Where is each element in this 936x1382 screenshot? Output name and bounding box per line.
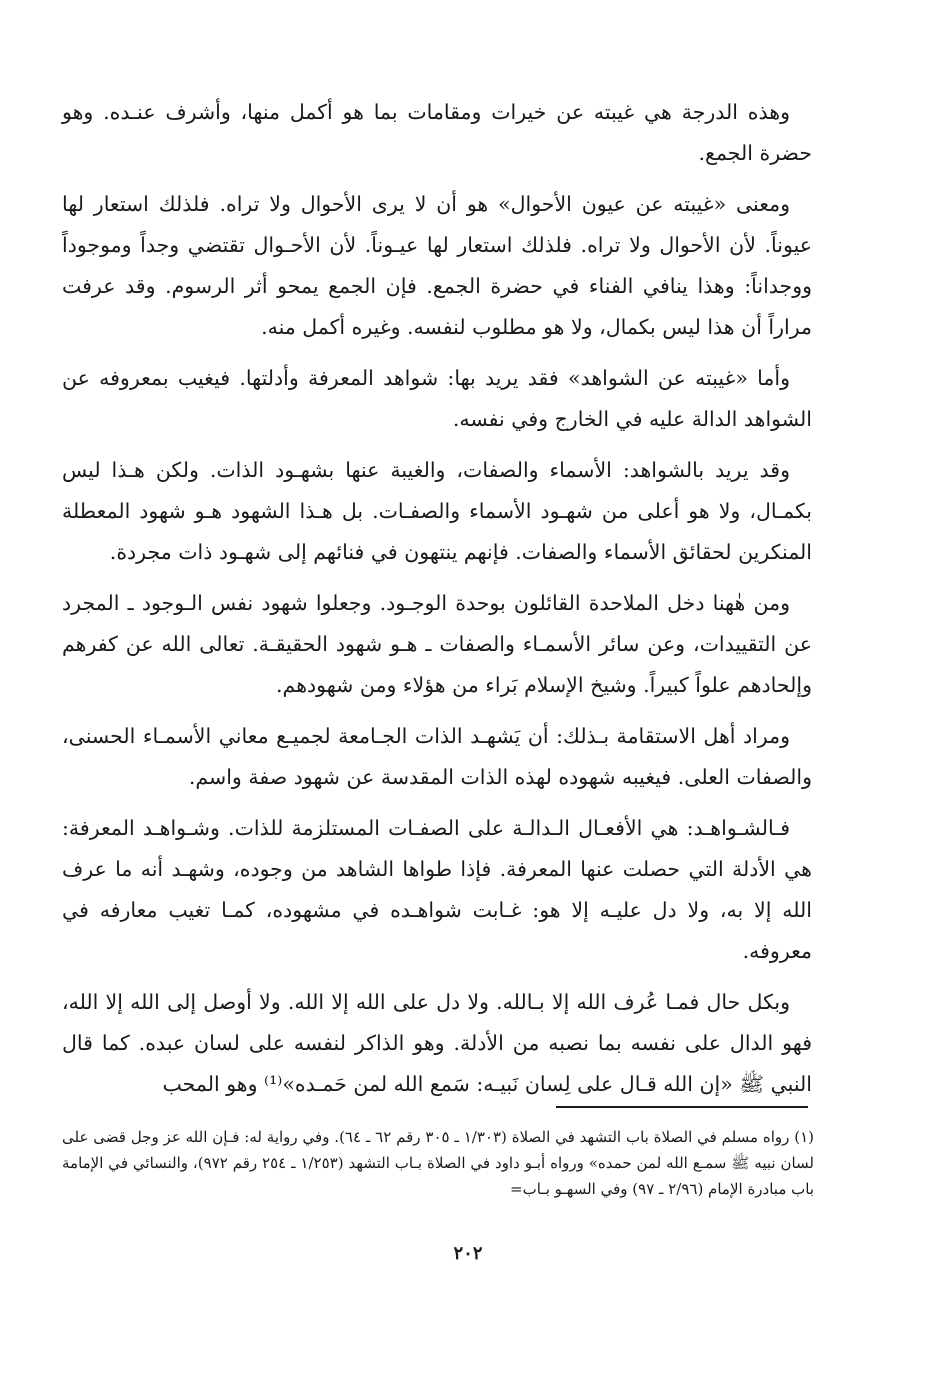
paragraph-4: وقد يريد بالشواهد: الأسماء والصفات، والغيبة عنها بشهـود الذات. ولكن هـذا ليس بكمـال، ولا هو أعلى من شهـود الأسماء والصفـات. بل هـذا الشهود هـو شهود المعطلة المنكرين لحقائق الأسماء والصفات. فإنهم ينتهون في فنائهم إلى شهـود ذات مجردة. [62,458,812,564]
paragraph-3: وأما «غيبته عن الشواهد» فقد يريد بها: شواهد المعرفة وأدلتها. فيغيب بمعروفه عن الشواهد الدالة عليه في الخارج وفي نفسه. [62,366,812,431]
paragraph-2: ومعنى «غيبته عن عيون الأحوال» هو أن لا يرى الأحوال ولا تراه. فلذلك استعار لها عيوناً. لأن الأحوال ولا تراه. فلذلك استعار لها عيـوناً. لأن الأحـوال تقتضي وجداً وموجوداً ووجداناً: وهذا ينافي الفناء في حضرة الجمع. فإن الجمع يمحو أثر الرسوم. وقد عرفت مراراً أن هذا ليس بكمال، ولا هو مطلوب لنفسه. وغيره أكمل منه. [62,192,812,339]
page-number: ٢٠٢ [453,1243,483,1264]
paragraph-1: وهذه الدرجة هي غيبته عن خيرات ومقامات بما هو أكمل منها، وأشرف عنـده. وهو حضرة الجمع. [62,100,812,165]
footnote: (١) رواه مسلم في الصلاة باب التشهد في الصلاة (١/٣٠٣ ـ ٣٠٥ رقم ٦٢ ـ ٦٤). وفي رواية له: فـإن الله عز وجل قضى على لسان نبيه ﷺ سمـع الله لمن حمده» ورواه أبـو داود في الصلاة بـاب التشهد (١/٢٥٣ ـ ٢٥٤ رقم ٩٧٢)، والنسائي في الإمامة باب مبادرة الإمام (٢/٩٦ ـ ٩٧) وفي السهـو بـاب= [62,1128,815,1198]
paragraph-7: فـالشـواهـد: هي الأفعـال الـدالـة على الصفـات المستلزمة للذات. وشـواهـد المعرفة: هي الأدلة التي حصلت عنها المعرفة. فإذا طواها الشاهد من وجوده، وشهـد أنه ما عرف الله إلا به، ولا دل عليـه إلا هو: غـابت شواهـده في مشهوده، كمـا تغيب معارفه في معروفه. [62,816,812,963]
paragraph-5: ومن هٰهنا دخل الملاحدة القائلون بوحدة الوجـود. وجعلوا شهود نفس الـوجود ـ المجرد عن التقييدات، وعن سائر الأسمـاء والصفات ـ هـو شهود الحقيقـة. تعالى الله عن كفرهم وإلحادهم علواً كبيراً. وشيخ الإسلام بَراء من هؤلاء ومن شهودهم. [62,591,812,697]
main-text [62,92,812,1115]
footnote-separator [556,1106,808,1108]
paragraph-8: وبكل حال فمـا عُرف الله إلا بـالله. ولا دل على الله إلا الله. ولا أوصل إلى الله إلا الله، فهو الدال على نفسه بما نصبه من الأدلة. وهو الذاكر لنفسه على لسان عبده. كما قال النبي ﷺ «إن الله قـال على لِسان نَبيـه: سَمع الله لمن حَمـده»⁽¹⁾ وهو المحب [62,990,812,1096]
paragraph-6: ومراد أهل الاستقامة بـذلك: أن يَشهـد الذات الجـامعة لجميـع معاني الأسمـاء الحسنى، والصفات العلى. فيغيبه شهوده لهذه الذات المقدسة عن شهود صفة واسم. [62,724,812,789]
